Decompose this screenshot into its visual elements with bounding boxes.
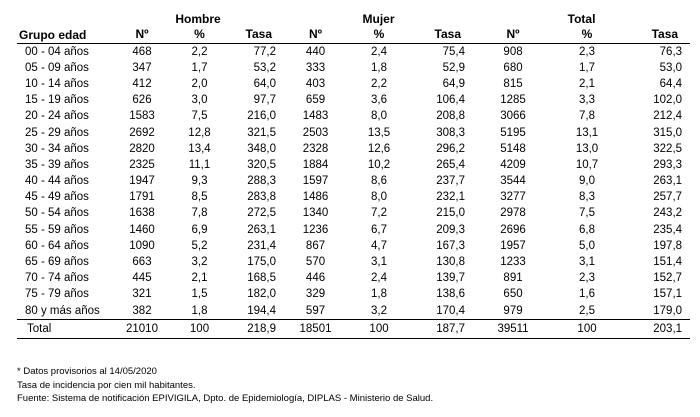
cell-h-pct: 13,4 <box>188 142 211 155</box>
cell-m-pct: 100 <box>347 320 411 339</box>
cell-t-tasa: 152,7 <box>653 272 683 285</box>
cell-h-pct: 6,9 <box>191 223 208 236</box>
cell-m-n: 597 <box>305 304 326 317</box>
cell-m-n: 2328 <box>302 142 329 155</box>
cell-m-pct: 8,6 <box>371 175 388 188</box>
cell-m-n: 440 <box>305 45 326 58</box>
age-group-label: Total <box>17 320 112 339</box>
cell-h-n: 1947 <box>129 175 155 188</box>
cell-t-n: 3544 <box>500 175 526 188</box>
cell-m-pct: 3,6 <box>371 94 388 107</box>
note-source: Fuente: Sistema de notificación EPIVIGILA, Dpto. de Epidemiología, DIPLAS - Ministerio de Salud. <box>17 393 434 404</box>
cell-m-pct: 7,2 <box>371 207 388 220</box>
cell-h-n: 2692 <box>129 126 155 139</box>
cell-h-tasa: 97,7 <box>253 94 277 107</box>
cell-m-n: 1340 <box>302 207 329 220</box>
cell-t-pct: 13,0 <box>575 142 599 155</box>
cell-m-n: 329 <box>305 288 326 301</box>
cell-t-pct: 7,5 <box>579 207 596 220</box>
cell-t-tasa: 151,4 <box>653 256 683 269</box>
cell-t-n: 908 <box>503 45 523 58</box>
footnotes <box>17 365 433 406</box>
cell-h-pct: 5,2 <box>191 239 208 252</box>
table-row <box>17 109 690 125</box>
cell-t-tasa: 263,1 <box>653 175 683 188</box>
header-total-tasa: Tasa <box>621 27 690 44</box>
cell-m-n: 446 <box>305 272 326 285</box>
cell-t-pct: 10,7 <box>575 158 599 171</box>
cell-m-tasa: 208,8 <box>436 110 466 123</box>
cell-m-tasa: 237,7 <box>436 175 466 188</box>
cell-t-pct: 2,3 <box>579 45 596 58</box>
age-group-label: 00 - 04 años <box>25 45 89 58</box>
cell-h-n: 445 <box>132 272 152 285</box>
cell-m-pct: 4,7 <box>371 239 388 252</box>
cell-m-tasa: 64,9 <box>442 77 466 90</box>
cell-h-pct: 8,5 <box>191 191 208 204</box>
cell-t-tasa: 322,5 <box>653 142 683 155</box>
note-rate: Tasa de incidencia por cien mil habitantes. <box>17 379 196 391</box>
cell-h-n: 626 <box>132 94 152 107</box>
age-group-label: 05 - 09 años <box>25 61 89 74</box>
age-group-label: 55 - 59 años <box>25 223 89 236</box>
cell-t-pct: 5,0 <box>579 239 596 252</box>
incidence-table <box>17 10 690 339</box>
table-row <box>17 76 690 92</box>
cell-m-tasa: 215,0 <box>436 207 466 220</box>
cell-h-n: 347 <box>132 61 152 74</box>
header-total: Total <box>567 12 596 26</box>
cell-h-pct: 12,8 <box>188 126 211 139</box>
cell-h-tasa: 168,5 <box>247 272 277 285</box>
cell-t-pct: 2,3 <box>579 272 596 285</box>
header-hombre-tasa: Tasa <box>227 27 284 44</box>
table-row <box>17 93 690 109</box>
cell-h-tasa: 218,9 <box>227 320 284 339</box>
age-group-label: 45 - 49 años <box>25 191 89 204</box>
cell-h-pct: 1,7 <box>191 61 208 74</box>
table-row <box>17 125 690 141</box>
cell-m-tasa: 170,4 <box>436 304 466 317</box>
cell-h-n: 382 <box>132 304 152 317</box>
cell-h-pct: 1,8 <box>191 304 208 317</box>
age-group-label: 35 - 39 años <box>25 158 89 171</box>
table-row <box>17 141 690 157</box>
cell-h-n: 1638 <box>129 207 155 220</box>
table-row <box>17 157 690 173</box>
cell-m-n: 1236 <box>302 223 329 236</box>
cell-t-pct: 8,3 <box>579 191 596 204</box>
cell-t-n: 2978 <box>500 207 526 220</box>
cell-t-n: 1957 <box>500 239 526 252</box>
cell-t-tasa: 53,0 <box>659 61 683 74</box>
cell-h-tasa: 231,4 <box>247 239 277 252</box>
cell-t-tasa: 102,0 <box>653 94 683 107</box>
age-group-label: 65 - 69 años <box>25 256 89 269</box>
cell-t-n: 891 <box>503 272 523 285</box>
cell-t-n: 650 <box>503 288 523 301</box>
cell-h-tasa: 263,1 <box>247 223 277 236</box>
cell-m-tasa: 187,7 <box>411 320 473 339</box>
cell-t-tasa: 157,1 <box>653 288 683 301</box>
cell-t-tasa: 179,0 <box>653 304 683 317</box>
age-group-label: 75 - 79 años <box>25 288 89 301</box>
cell-m-n: 333 <box>305 61 326 74</box>
header-mujer-pct: % <box>347 27 411 44</box>
cell-t-n: 979 <box>503 304 523 317</box>
cell-t-n: 4209 <box>500 158 526 171</box>
header-hombre: Hombre <box>175 12 221 26</box>
age-group-label: 80 y más años <box>25 304 100 317</box>
cell-h-n: 2820 <box>129 142 155 155</box>
age-group-label: 25 - 29 años <box>25 126 89 139</box>
cell-h-tasa: 53,2 <box>253 61 277 74</box>
cell-t-pct: 100 <box>553 320 621 339</box>
cell-m-n: 1884 <box>302 158 329 171</box>
cell-t-tasa: 203,1 <box>621 320 690 339</box>
cell-m-pct: 3,1 <box>371 256 388 269</box>
table-row <box>17 206 690 222</box>
cell-t-tasa: 243,2 <box>653 207 683 220</box>
cell-m-pct: 10,2 <box>367 158 391 171</box>
cell-t-pct: 6,8 <box>579 223 596 236</box>
cell-t-tasa: 293,3 <box>653 158 683 171</box>
age-group-label: 70 - 74 años <box>25 272 89 285</box>
cell-m-pct: 1,8 <box>371 61 388 74</box>
cell-h-pct: 100 <box>172 320 227 339</box>
note-provisional: * Datos provisorios al 14/05/2020 <box>17 366 157 377</box>
cell-m-tasa: 265,4 <box>436 158 466 171</box>
cell-t-tasa: 235,4 <box>653 223 683 236</box>
cell-t-n: 5195 <box>500 126 526 139</box>
age-group-label: 30 - 34 años <box>25 142 89 155</box>
cell-t-pct: 1,6 <box>579 288 596 301</box>
table-row <box>17 190 690 206</box>
table-body <box>17 44 690 339</box>
cell-m-n: 403 <box>305 77 326 90</box>
cell-m-tasa: 308,3 <box>436 126 466 139</box>
cell-h-n: 1583 <box>129 110 155 123</box>
cell-m-n: 867 <box>305 239 326 252</box>
cell-h-pct: 3,2 <box>191 256 208 269</box>
cell-m-pct: 12,6 <box>367 142 391 155</box>
cell-h-pct: 2,0 <box>191 77 208 90</box>
header-total-n: Nº <box>473 27 553 44</box>
table-row <box>17 254 690 270</box>
cell-m-pct: 6,7 <box>371 223 388 236</box>
header-mujer-n: Nº <box>284 27 347 44</box>
cell-t-n: 680 <box>503 61 523 74</box>
cell-h-tasa: 216,0 <box>247 110 277 123</box>
cell-t-tasa: 315,0 <box>653 126 683 139</box>
cell-h-pct: 2,1 <box>191 272 208 285</box>
cell-h-n: 412 <box>132 77 152 90</box>
cell-m-pct: 3,2 <box>371 304 388 317</box>
cell-t-pct: 1,7 <box>579 61 596 74</box>
cell-h-pct: 7,8 <box>191 207 208 220</box>
table-row <box>17 44 690 61</box>
cell-m-tasa: 209,3 <box>436 223 466 236</box>
cell-h-n: 2325 <box>129 158 155 171</box>
cell-h-n: 1791 <box>129 191 155 204</box>
cell-t-n: 39511 <box>473 320 553 339</box>
cell-t-pct: 2,5 <box>579 304 596 317</box>
cell-m-pct: 1,8 <box>371 288 388 301</box>
cell-t-pct: 3,1 <box>579 256 596 269</box>
cell-m-n: 2503 <box>302 126 329 139</box>
header-hombre-pct: % <box>172 27 227 44</box>
cell-m-tasa: 75,4 <box>442 45 466 58</box>
table-row <box>17 238 690 254</box>
table-row <box>17 287 690 303</box>
cell-h-tasa: 320,5 <box>247 158 277 171</box>
age-group-label: 15 - 19 años <box>25 94 89 107</box>
cell-h-pct: 3,0 <box>191 94 208 107</box>
header-grupo-edad: Grupo edad <box>17 10 112 44</box>
cell-m-tasa: 52,9 <box>442 61 466 74</box>
cell-m-tasa: 106,4 <box>436 94 466 107</box>
cell-m-pct: 8,0 <box>371 191 388 204</box>
age-group-label: 10 - 14 años <box>25 77 89 90</box>
cell-t-tasa: 257,7 <box>653 191 683 204</box>
cell-m-pct: 2,4 <box>371 45 388 58</box>
total-row <box>17 320 690 339</box>
header-total-pct: % <box>553 27 621 44</box>
cell-h-n: 468 <box>132 45 152 58</box>
age-group-label: 20 - 24 años <box>25 110 89 123</box>
cell-h-tasa: 64,0 <box>253 77 277 90</box>
cell-t-pct: 7,8 <box>579 110 596 123</box>
cell-m-pct: 13,5 <box>367 126 391 139</box>
cell-h-tasa: 182,0 <box>247 288 277 301</box>
cell-m-tasa: 232,1 <box>436 191 466 204</box>
cell-t-pct: 13,1 <box>575 126 599 139</box>
cell-h-tasa: 321,5 <box>247 126 277 139</box>
cell-m-n: 659 <box>305 94 326 107</box>
cell-t-n: 2696 <box>500 223 526 236</box>
cell-t-tasa: 197,8 <box>653 239 683 252</box>
cell-m-tasa: 296,2 <box>436 142 466 155</box>
table-row <box>17 303 690 320</box>
cell-h-n: 1460 <box>129 223 155 236</box>
age-group-label: 60 - 64 años <box>25 239 89 252</box>
cell-h-pct: 9,3 <box>191 175 208 188</box>
cell-h-tasa: 272,5 <box>247 207 277 220</box>
header-mujer-tasa: Tasa <box>411 27 473 44</box>
table-row <box>17 174 690 190</box>
cell-m-pct: 2,4 <box>371 272 388 285</box>
cell-h-pct: 2,2 <box>191 45 208 58</box>
cell-h-tasa: 348,0 <box>247 142 277 155</box>
header-hombre-n: Nº <box>112 27 172 44</box>
cell-t-tasa: 212,4 <box>653 110 683 123</box>
cell-m-tasa: 167,3 <box>436 239 466 252</box>
cell-h-tasa: 288,3 <box>247 175 277 188</box>
cell-t-n: 3066 <box>500 110 526 123</box>
cell-h-tasa: 283,8 <box>247 191 277 204</box>
cell-h-pct: 11,1 <box>188 158 211 171</box>
cell-m-pct: 8,0 <box>371 110 388 123</box>
cell-m-n: 570 <box>305 256 326 269</box>
cell-t-pct: 2,1 <box>579 77 596 90</box>
cell-h-n: 663 <box>132 256 152 269</box>
age-group-label: 40 - 44 años <box>25 175 89 188</box>
table-row <box>17 271 690 287</box>
cell-t-tasa: 76,3 <box>659 45 683 58</box>
cell-h-n: 321 <box>132 288 152 301</box>
cell-t-n: 3277 <box>500 191 526 204</box>
cell-t-tasa: 64,4 <box>659 77 683 90</box>
cell-m-tasa: 138,6 <box>436 288 466 301</box>
cell-t-n: 1285 <box>500 94 526 107</box>
table-row <box>17 222 690 238</box>
cell-m-tasa: 139,7 <box>436 272 466 285</box>
cell-m-n: 1597 <box>302 175 329 188</box>
cell-h-pct: 1,5 <box>191 288 208 301</box>
cell-h-tasa: 77,2 <box>253 45 277 58</box>
cell-m-n: 18501 <box>284 320 347 339</box>
cell-h-tasa: 194,4 <box>247 304 277 317</box>
cell-h-tasa: 175,0 <box>247 256 277 269</box>
cell-m-n: 1483 <box>302 110 329 123</box>
cell-m-tasa: 130,8 <box>436 256 466 269</box>
header-mujer: Mujer <box>362 12 395 26</box>
cell-t-n: 815 <box>503 77 523 90</box>
cell-m-pct: 2,2 <box>371 77 388 90</box>
cell-h-n: 1090 <box>129 239 155 252</box>
cell-t-n: 1233 <box>500 256 526 269</box>
table-row <box>17 60 690 76</box>
cell-t-pct: 3,3 <box>579 94 596 107</box>
cell-h-pct: 7,5 <box>191 110 208 123</box>
age-group-label: 50 - 54 años <box>25 207 89 220</box>
cell-h-n: 21010 <box>112 320 172 339</box>
cell-t-pct: 9,0 <box>579 175 596 188</box>
cell-t-n: 5148 <box>500 142 526 155</box>
cell-m-n: 1486 <box>302 191 329 204</box>
